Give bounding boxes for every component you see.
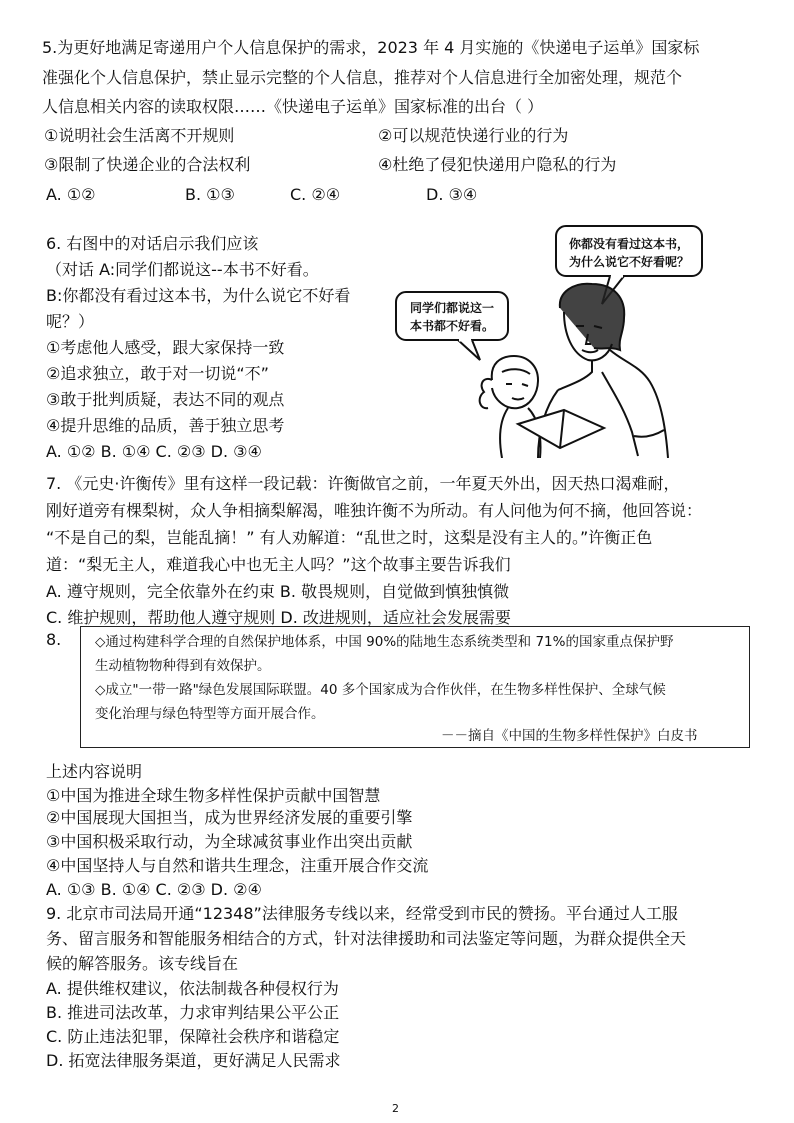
q8-choices: A. ①③ B. ①④ C. ②③ D. ②④ xyxy=(46,880,262,899)
bubble-a-line1: 同学们都说这一 xyxy=(409,301,495,315)
q6-option-4: ④提升思维的品质，善于独立思考 xyxy=(46,416,285,435)
bubble-b-line2: 为什么说它不好看呢？ xyxy=(568,255,690,269)
q6-option-2: ②追求独立，敢于对一切说“不” xyxy=(46,364,269,383)
q8-box-line4: 变化治理与绿色特型等方面开展合作。 xyxy=(95,706,325,722)
q6-choices: A. ①② B. ①④ C. ②③ D. ③④ xyxy=(46,442,262,461)
q5-stem-line2: 准强化个人信息保护，禁止显示完整的个人信息，推荐对个人信息进行全加密处理，规范个 xyxy=(42,68,683,87)
q7-stem-line1: 7. 《元史·许衡传》里有这样一段记载：许衡做官之前，一年夏天外出，因天热口渴难耐， xyxy=(46,474,680,493)
q6-stem-line3: B:你都没有看过这本书，为什么说它不好看 xyxy=(46,286,351,305)
book-icon xyxy=(518,410,604,448)
q7-stem-line4: 道：“梨无主人，难道我心中也无主人吗？”这个故事主要告诉我们 xyxy=(46,555,511,574)
q5-choice-d: D. ③④ xyxy=(426,185,478,204)
q5-option-4: ④杜绝了侵犯快递用户隐私的行为 xyxy=(378,155,617,174)
q8-stem: 上述内容说明 xyxy=(46,762,143,781)
q7-stem-line2: 刚好道旁有棵梨树，众人争相摘梨解渴，唯独许衡不为所动。有人问他为何不摘，他回答说： xyxy=(46,501,703,520)
q6-stem-line2: （对话 A:同学们都说这--本书不好看。 xyxy=(46,260,319,279)
bubble-b-line1: 你都没有看过这本书， xyxy=(568,237,690,251)
q9-option-b: B. 推进司法改革，力求审判结果公平公正 xyxy=(46,1003,340,1022)
q8-box-line1: ◇通过构建科学合理的自然保护地体系，中国 90%的陆地生态系统类型和 71%的国家重点保护野 xyxy=(95,634,674,650)
q5-choice-b: B. ①③ xyxy=(185,185,235,204)
q6-stem-line1: 6. 右图中的对话启示我们应该 xyxy=(46,234,259,253)
q6-stem-line4: 呢？） xyxy=(46,312,95,331)
q8-box-line3: ◇成立"一带一路"绿色发展国际联盟。40 多个国家成为合作伙伴，在生物多样性保护、全球气候 xyxy=(95,682,666,698)
q5-stem-line1: 5.为更好地满足寄递用户个人信息保护的需求，2023 年 4 月实施的《快递电子运单》国家标 xyxy=(42,38,700,57)
q5-option-2: ②可以规范快递行业的行为 xyxy=(378,126,569,145)
child-figure xyxy=(480,356,541,458)
q9-option-d: D. 拓宽法律服务渠道，更好满足人民需求 xyxy=(46,1051,341,1070)
q6-option-3: ③敢于批判质疑，表达不同的观点 xyxy=(46,390,285,409)
q9-stem-line2: 务、留言服务和智能服务相结合的方式，针对法律援助和司法鉴定等问题，为群众提供全天 xyxy=(46,929,687,948)
bubble-a-line2: 本书都不好看。 xyxy=(409,319,495,333)
q8-option-2: ②中国展现大国担当，成为世界经济发展的重要引擎 xyxy=(46,808,413,827)
q8-source: －－摘自《中国的生物多样性保护》白皮书 xyxy=(441,728,698,744)
page-number: 2 xyxy=(392,1102,399,1115)
q7-options-cd: C. 维护规则，帮助他人遵守规则 D. 改进规则，适应社会发展需要 xyxy=(46,608,511,627)
q9-stem-line3: 候的解答服务。该专线旨在 xyxy=(46,954,239,973)
q8-option-3: ③中国积极采取行动，为全球减贫事业作出突出贡献 xyxy=(46,832,413,851)
q5-choice-c: C. ②④ xyxy=(290,185,341,204)
q7-options-ab: A. 遵守规则，完全依靠外在约束 B. 敬畏规则，自觉做到慎独慎微 xyxy=(46,582,510,601)
dialogue-cartoon xyxy=(388,222,728,458)
q9-option-a: A. 提供维权建议，依法制裁各种侵权行为 xyxy=(46,979,339,998)
q8-material-box xyxy=(80,626,750,748)
q9-stem-line1: 9. 北京市司法局开通“12348”法律服务专线以来，经常受到市民的赞扬。平台通过人工服 xyxy=(46,904,678,923)
q5-stem-line3: 人信息相关内容的读取权限……《快递电子运单》国家标准的出台（ ） xyxy=(42,97,544,116)
q5-option-1: ①说明社会生活离不开规则 xyxy=(44,126,235,145)
q7-stem-line3: “不是自己的梨，岂能乱摘！” 有人劝解道：“乱世之时，这梨是没有主人的。”许衡正色 xyxy=(46,528,653,547)
q8-option-1: ①中国为推进全球生物多样性保护贡献中国智慧 xyxy=(46,786,381,805)
q6-option-1: ①考虑他人感受，跟大家保持一致 xyxy=(46,338,285,357)
q8-number: 8. xyxy=(46,630,62,649)
q9-option-c: C. 防止违法犯罪，保障社会秩序和谐稳定 xyxy=(46,1027,340,1046)
q5-choice-a: A. ①② xyxy=(46,185,96,204)
q5-option-3: ③限制了快递企业的合法权利 xyxy=(44,155,251,174)
q8-option-4: ④中国坚持人与自然和谐共生理念，注重开展合作交流 xyxy=(46,856,429,875)
q8-box-line2: 生动植物物种得到有效保护。 xyxy=(95,658,271,674)
